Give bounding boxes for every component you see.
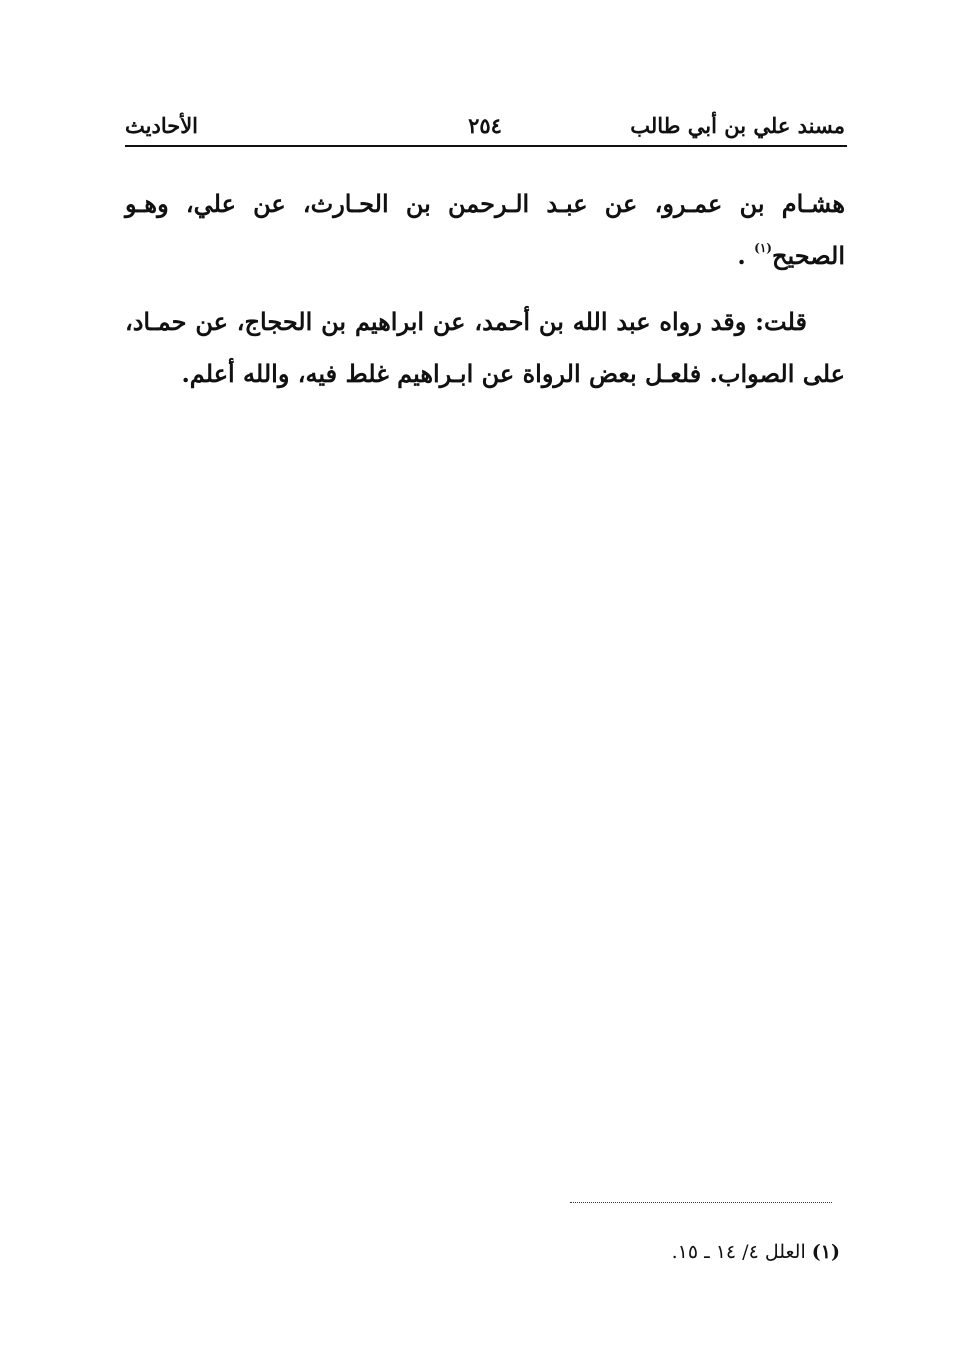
paragraph-1-text: هشـام بن عمـرو، عن عبـد الـرحمن بن الحـارث، عن علي، وهـو الصحيح [125,189,845,270]
footnote-divider [570,1202,832,1203]
footnote-number: (١) [811,1241,840,1263]
paragraph-1 [125,178,845,282]
section-title: الأحاديث [125,113,199,138]
book-title: مسند علي بن أبي طالب [630,113,845,138]
footnote-reference: (١) [754,241,772,255]
page-number: ٢٥٤ [468,113,502,138]
main-text [125,178,845,400]
running-header [125,108,845,144]
paragraph-2-text: قلت: وقد رواه عبد الله بن أحمد، عن ابراهيم بن الحجاج، عن حمـاد، على الصواب. فلعـل بعض الرواة عن ابـراهيم غلط فيه، والله أعلم. [125,307,845,388]
header-divider [125,145,847,147]
footnote-text: العلل ٤/ ١٤ ـ ١٥. [671,1241,806,1263]
paragraph-2 [125,296,845,400]
paragraph-1-end: . [737,241,746,270]
footnote [400,1236,840,1268]
